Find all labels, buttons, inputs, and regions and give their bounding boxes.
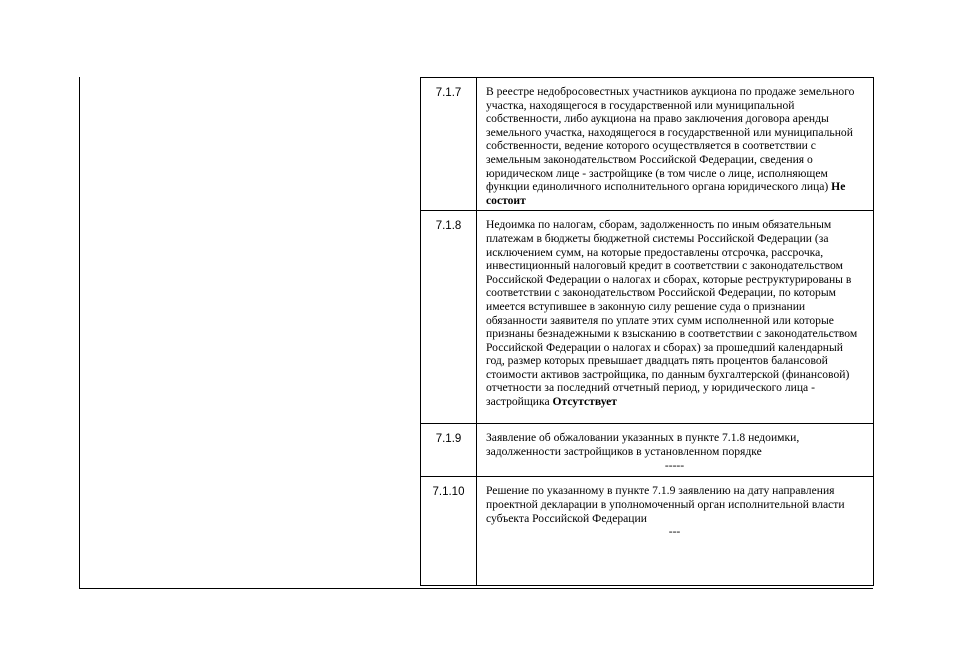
item-description: Недоимка по налогам, сборам, задолженность по иным обязательным платежам в бюджеты бюджетной системы Российской Федерации (за исключением сумм, на которые предоставлены отсрочка, рассрочка, инвестиционный налоговый кредит в соответствии с законодательством Российской Федерации о налогах и сборах, которые реструктурированы в соответствии с законодательством Российской Федерации, по которым имеется вступившее в законную силу решение суда о признании обязанности заявителя по уплате этих сумм исполненной или которые признаны безнадежными к взысканию в соответствии с законодательством Российской Федерации о налогах и сборах) за прошедший календарный год, размер которых превышает двадцать пять процентов балансовой стоимости активов застройщика, по данным бухгалтерской (финансовой) отчетности за последний отчетный период, у юридического лица - застройщика <box>486 218 858 409</box>
item-value: Отсутствует <box>552 395 617 409</box>
table-row <box>421 211 874 424</box>
item-value: --- <box>668 525 681 539</box>
item-value: ----- <box>664 458 685 472</box>
item-text-cell <box>477 424 874 477</box>
item-text-cell <box>477 477 874 586</box>
item-text-cell <box>477 211 874 424</box>
item-number: 7.1.8 <box>421 211 477 424</box>
item-value: Не состоит <box>486 180 846 207</box>
declaration-table <box>420 77 874 586</box>
item-number: 7.1.9 <box>421 424 477 477</box>
item-description: В реестре недобросовестных участников аукциона по продаже земельного участка, находящегося в государственной или муниципальной собственности, либо аукциона на право заключения договора аренды земельного участка, находящегося в государственной или муниципальной собственности, ведение которого осуществляется в соответствии с земельным законодательством Российской Федерации, сведения о юридическом лице - застройщике (в том числе о лице, исполняющем функции единоличного исполнительного органа юридического лица) <box>486 85 855 194</box>
table-row <box>421 477 874 586</box>
table-row <box>421 424 874 477</box>
item-description: Заявление об обжаловании указанных в пункте 7.1.8 недоимки, задолженности застройщиков в установленном порядке <box>486 431 800 458</box>
item-text-cell <box>477 78 874 211</box>
item-description: Решение по указанному в пункте 7.1.9 заявлению на дату направления проектной декларации в уполномоченный орган исполнительной власти субъекта Российской Федерации <box>486 484 845 525</box>
item-number: 7.1.10 <box>421 477 477 586</box>
item-number: 7.1.7 <box>421 78 477 211</box>
table-row <box>421 78 874 211</box>
